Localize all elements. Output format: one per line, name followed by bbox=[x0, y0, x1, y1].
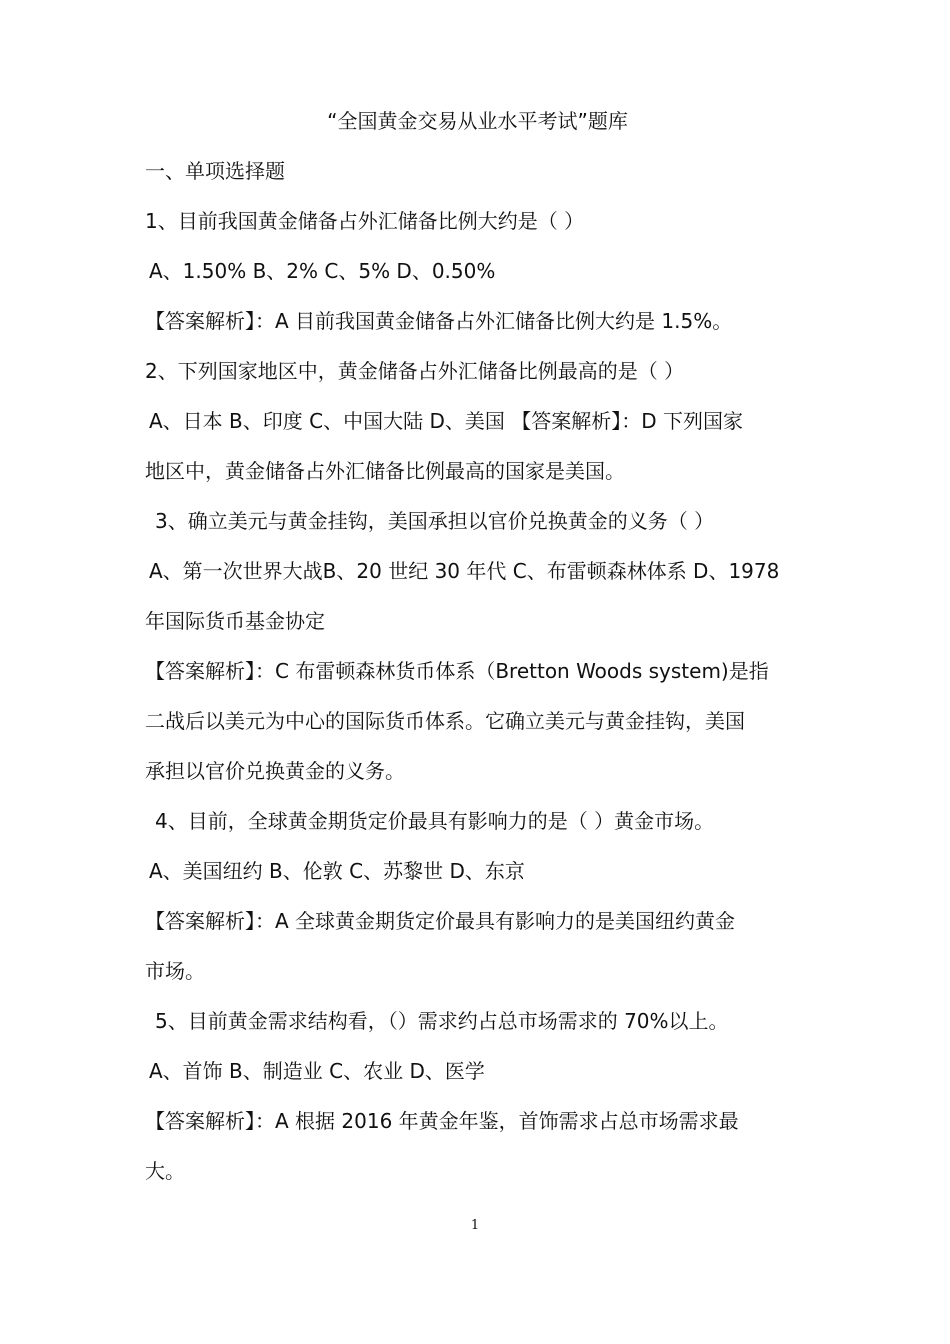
answer-4-continued: 市场。 bbox=[145, 959, 205, 983]
answer-5: 【答案解析】：A 根据 2016 年黄金年鉴，首饰需求占总市场需求最 bbox=[145, 1109, 739, 1133]
answer-3-line-3: 承担以官价兑换黄金的义务。 bbox=[145, 759, 405, 783]
document-title: “全国黄金交易从业水平考试”题库 bbox=[327, 109, 628, 133]
page-number: 1 bbox=[470, 1218, 480, 1233]
answer-5-continued: 大。 bbox=[145, 1159, 185, 1183]
question-2: 2、下列国家地区中，黄金储备占外汇储备比例最高的是（ ） bbox=[145, 359, 685, 383]
question-4: 4、目前，全球黄金期货定价最具有影响力的是（ ）黄金市场。 bbox=[155, 809, 715, 833]
answer-1: 【答案解析】：A 目前我国黄金储备占外汇储备比例大约是 1.5%。 bbox=[145, 309, 733, 333]
answer-3: 【答案解析】：C 布雷顿森林货币体系（Bretton Woods system)是指 bbox=[145, 659, 769, 683]
answer-4: 【答案解析】：A 全球黄金期货定价最具有影响力的是美国纽约黄金 bbox=[145, 909, 736, 933]
answer-3-line-2: 二战后以美元为中心的国际货币体系。它确立美元与黄金挂钩，美国 bbox=[145, 709, 745, 733]
question-5: 5、目前黄金需求结构看，（）需求约占总市场需求的 70%以上。 bbox=[155, 1009, 729, 1033]
options-2: A、日本 B、印度 C、中国大陆 D、美国 【答案解析】：D 下列国家 bbox=[149, 409, 743, 433]
answer-2-continued: 地区中，黄金储备占外汇储备比例最高的国家是美国。 bbox=[145, 459, 625, 483]
options-5: A、首饰 B、制造业 C、农业 D、医学 bbox=[149, 1059, 485, 1083]
options-4: A、美国纽约 B、伦敦 C、苏黎世 D、东京 bbox=[149, 859, 525, 883]
options-3-continued: 年国际货币基金协定 bbox=[145, 609, 325, 633]
question-1: 1、目前我国黄金储备占外汇储备比例大约是（ ） bbox=[145, 209, 585, 233]
options-1: A、1.50% B、2% C、5% D、0.50% bbox=[149, 259, 496, 283]
section-heading: 一、单项选择题 bbox=[145, 159, 285, 183]
question-3: 3、确立美元与黄金挂钩，美国承担以官价兑换黄金的义务（ ） bbox=[155, 509, 715, 533]
options-3: A、第一次世界大战B、20 世纪 30 年代 C、布雷顿森林体系 D、1978 bbox=[149, 559, 780, 583]
